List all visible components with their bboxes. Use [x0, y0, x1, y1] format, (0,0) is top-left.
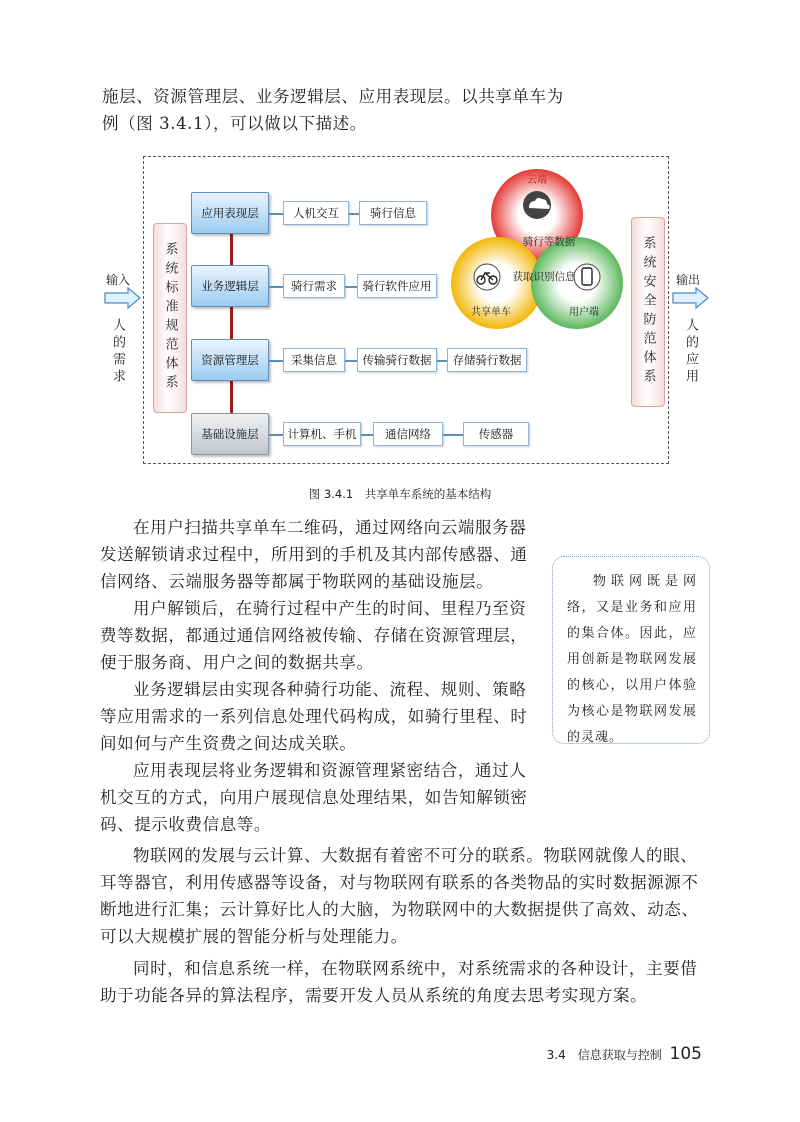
connector-line [437, 360, 447, 362]
footer-section: 3.4 信息获取与控制 [546, 1048, 662, 1062]
page-number: 105 [669, 1044, 702, 1064]
phone-icon [574, 264, 600, 290]
layer-item: 存储骑行数据 [447, 348, 527, 372]
output-desc: 人的应用 [683, 318, 698, 386]
input-arrow-icon [104, 287, 142, 309]
layer-item: 通信网络 [373, 422, 443, 446]
paragraph-infrastructure: 在用户扫描共享单车二维码，通过网络向云端服务器发送解锁请求过程中，所用到的手机及其内部传感器、通信网络、云端服务器等都属于物联网的基础设施层。 [100, 518, 528, 591]
layer-item: 骑行信息 [359, 201, 427, 225]
paragraph-application: 应用表现层将业务逻辑和资源管理紧密结合，通过人机交互的方式，向用户展现信息处理结果，如告知解锁密码、提示收费信息等。 [100, 761, 528, 834]
connector-line [269, 434, 283, 436]
sidebar-note [552, 556, 710, 744]
connector-line [443, 434, 463, 436]
page-footer [547, 1044, 702, 1064]
layer-infrastructure: 基础设施层 [191, 413, 269, 455]
venn-diagram [449, 165, 629, 335]
connector-line [361, 434, 373, 436]
output-arrow-icon [672, 287, 710, 309]
venn-user-label: 用户端 [569, 307, 599, 318]
venn-bike-label: 共享单车 [471, 307, 511, 318]
figure-caption: 图 3.4.1 共享单车系统的基本结构 [308, 487, 492, 501]
layer-resource: 资源管理层 [191, 339, 269, 381]
layer-application: 应用表现层 [191, 192, 269, 234]
intro-line-1: 施层、资源管理层、业务逻辑层、应用表现层。以共享单车为 [102, 87, 564, 106]
input-desc: 人的需求 [110, 318, 125, 386]
paragraph-cloud-bigdata: 物联网的发展与云计算、大数据有着密不可分的联系。物联网就像人的眼、耳等器官，利用传感器等设备，对与物联网有联系的各类物品的实时数据源源不断地进行汇集；云计算好比人的大脑，为物联网中的大数据提供了高效、动态、可以大规模扩展的智能分析与处理能力。 [100, 846, 699, 946]
input-label: 输入 [106, 273, 131, 287]
layer-item: 计算机、手机 [283, 422, 361, 446]
layer-connector [230, 233, 233, 421]
layer-item: 传输骑行数据 [357, 348, 437, 372]
standard-system-box: 系统标准规范体系 [153, 223, 187, 413]
layer-item: 传感器 [463, 422, 529, 446]
connector-line [269, 360, 283, 362]
cloud-icon [523, 191, 551, 219]
paragraph-business: 业务逻辑层由实现各种骑行功能、流程、规则、策略等应用需求的一系列信息处理代码构成，如骑行里程、时间如何与产生资费之间达成关联。 [100, 680, 528, 753]
paragraph-resource: 用户解锁后，在骑行过程中产生的时间、里程乃至资费等数据，都通过通信网络被传输、存储在资源管理层，便于服务商、用户之间的数据共享。 [100, 599, 528, 672]
connector-line [269, 213, 283, 215]
venn-flow-data: 骑行等数据 [522, 236, 576, 248]
figure-system-structure [143, 156, 669, 464]
connector-line [349, 213, 359, 215]
sidebar-note-text: 物联网既是网络，又是业务和应用的集合体。因此，应用创新是物联网发展的核心，以用户体验为核心是物联网发展的灵魂。 [567, 574, 697, 745]
paragraph-algorithm: 同时，和信息系统一样，在物联网系统中，对系统需求的各种设计，主要借助于功能各异的算法程序，需要开发人员从系统的角度去思考实现方案。 [100, 959, 698, 1005]
connector-line [345, 286, 357, 288]
venn-flow-identify: 获取识别信息 [512, 271, 576, 283]
layer-item: 人机交互 [283, 201, 349, 225]
venn-cloud-label: 云端 [527, 175, 547, 186]
bike-icon [474, 264, 500, 290]
connector-line [345, 360, 357, 362]
output-label: 输出 [676, 273, 701, 287]
layer-item: 骑行需求 [283, 274, 345, 298]
layer-item: 骑行软件应用 [357, 274, 437, 298]
connector-line [269, 286, 283, 288]
layer-business: 业务逻辑层 [191, 265, 269, 307]
security-system-box: 系统安全防范体系 [631, 217, 665, 407]
intro-line-2: 例（图 3.4.1），可以做以下描述。 [102, 114, 367, 133]
layer-item: 采集信息 [283, 348, 345, 372]
